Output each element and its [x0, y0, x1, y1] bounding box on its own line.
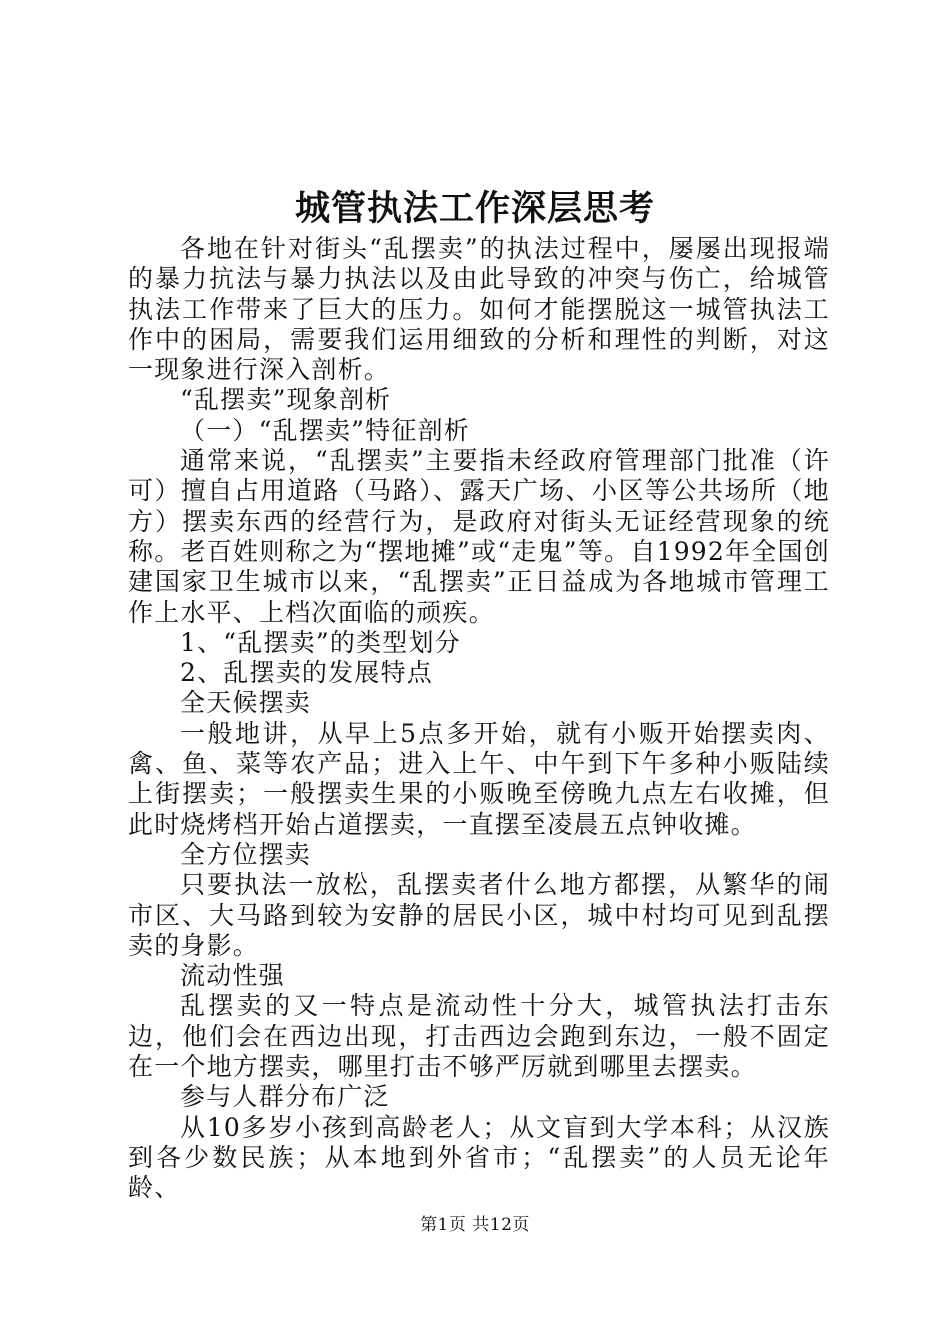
item-heading-features: 2、乱摆卖的发展特点 — [180, 658, 433, 688]
subsection-heading: （一）“乱摆卖”特征剖析 — [180, 415, 470, 445]
paragraph-definition: 通常来说，“乱摆卖”主要指未经政府管理部门批准（许可）擅自占用道路（马路）、露天广场、小区等公共场所（地方）摆卖东西的经营行为，是政府对街头无证经营现象的统称。老百姓则称之为“摆地摊”或“走鬼”等。自1992年全国创建国家卫生城市以来，“乱摆卖”正日益成为各地城市管理工作上水平、上档次面临的顽疾。 — [128, 446, 830, 627]
page-number-footer: 第1页 共12页 — [420, 1215, 530, 1235]
paragraph-mobility: 乱摆卖的又一特点是流动性十分大，城管执法打击东边，他们会在西边出现，打击西边会跑到东边，一般不固定在一个地方摆卖，哪里打击不够严厉就到哪里去摆卖。 — [128, 991, 830, 1082]
paragraph-all-places: 只要执法一放松，乱摆卖者什么地方都摆，从繁华的闹市区、大马路到较为安静的居民小区，城中村均可见到乱摆卖的身影。 — [128, 870, 830, 960]
feature-heading-all-places: 全方位摆卖 — [180, 839, 312, 869]
item-heading-types: 1、“乱摆卖”的类型划分 — [180, 627, 461, 657]
document-body — [128, 234, 830, 1204]
feature-heading-population: 参与人群分布广泛 — [180, 1082, 390, 1112]
document-title: 城管执法工作深层思考 — [294, 188, 655, 229]
paragraph-population: 从10多岁小孩到高龄老人；从文盲到大学本科；从汉族到各少数民族；从本地到外省市；“乱摆卖”的人员无论年龄、 — [128, 1112, 830, 1203]
feature-heading-mobility: 流动性强 — [180, 961, 285, 991]
paragraph-all-day: 一般地讲，从早上5点多开始，就有小贩开始摆卖肉、禽、鱼、菜等农产品；进入上午、中午到下午多种小贩陆续上街摆卖；一般摆卖生果的小贩晚至傍晚九点左右收摊，但此时烧烤档开始占道摆卖，一直摆至凌晨五点钟收摊。 — [128, 718, 830, 839]
feature-heading-all-day: 全天候摆卖 — [180, 688, 312, 718]
section-heading: “乱摆卖”现象剖析 — [180, 385, 392, 415]
paragraph-intro: 各地在针对街头“乱摆卖”的执法过程中，屡屡出现报端的暴力抗法与暴力执法以及由此导致的冲突与伤亡，给城管执法工作带来了巨大的压力。如何才能摆脱这一城管执法工作中的困局，需要我们运用细致的分析和理性的判断，对这一现象进行深入剖析。 — [128, 234, 830, 385]
